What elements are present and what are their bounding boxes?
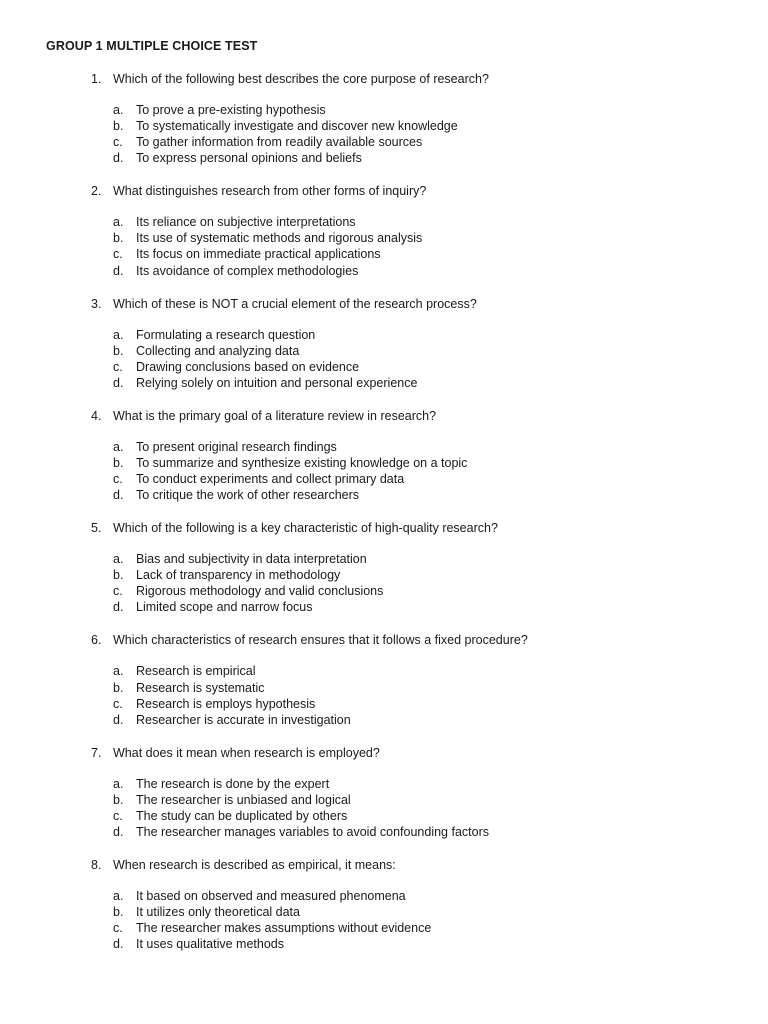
option-text: The researcher manages variables to avoid confounding factors bbox=[136, 825, 489, 840]
question-item bbox=[0, 631, 768, 743]
question-list bbox=[0, 70, 768, 968]
option-text: To express personal opinions and beliefs bbox=[136, 151, 362, 166]
option-text: Research is systematic bbox=[136, 680, 265, 695]
option-text: Drawing conclusions based on evidence bbox=[136, 359, 360, 374]
option-letter: b. bbox=[113, 905, 124, 920]
option-letter: d. bbox=[113, 375, 124, 390]
question-number: 5. bbox=[91, 521, 102, 536]
option-text: Formulating a research question bbox=[136, 327, 316, 342]
option-letter: c. bbox=[113, 921, 123, 936]
option-text: Collecting and analyzing data bbox=[136, 343, 300, 358]
option-letter: a. bbox=[113, 889, 124, 904]
option-letter: a. bbox=[113, 103, 124, 117]
option-text: Research is empirical bbox=[136, 664, 256, 679]
option-letter: c. bbox=[113, 472, 123, 487]
option-letter: b. bbox=[113, 231, 124, 246]
option-letter: b. bbox=[113, 792, 124, 807]
question-item bbox=[0, 295, 768, 407]
option-letter: c. bbox=[113, 359, 123, 374]
option-text: To gather information from readily available sources bbox=[136, 135, 423, 150]
option-letter: a. bbox=[113, 439, 124, 454]
option-letter: d. bbox=[113, 937, 124, 952]
option-text: Its avoidance of complex methodologies bbox=[136, 263, 359, 278]
option-letter: b. bbox=[113, 680, 124, 695]
option-text: To present original research findings bbox=[136, 439, 337, 454]
option-letter: d. bbox=[113, 151, 124, 166]
option-letter: d. bbox=[113, 488, 124, 503]
question-number: 7. bbox=[91, 745, 102, 760]
option-text: To critique the work of other researchers bbox=[136, 488, 360, 503]
option-text: The researcher is unbiased and logical bbox=[136, 792, 351, 807]
option-text: To summarize and synthesize existing knowledge on a topic bbox=[136, 455, 468, 470]
option-text: It based on observed and measured phenomena bbox=[136, 889, 406, 904]
question-number: 4. bbox=[91, 408, 102, 423]
option-letter: d. bbox=[113, 825, 124, 840]
option-letter: c. bbox=[113, 135, 123, 150]
question-item bbox=[0, 407, 768, 519]
option-letter: a. bbox=[113, 776, 124, 791]
option-letter: d. bbox=[113, 712, 124, 727]
question-item bbox=[0, 182, 768, 294]
option-letter: b. bbox=[113, 568, 124, 583]
question-number: 8. bbox=[91, 858, 102, 873]
option-letter: b. bbox=[113, 343, 124, 358]
question-number: 6. bbox=[91, 633, 102, 648]
option-letter: c. bbox=[113, 247, 123, 262]
option-text: It uses qualitative methods bbox=[136, 937, 284, 952]
option-text: The research is done by the expert bbox=[136, 776, 330, 791]
option-text: To systematically investigate and discover new knowledge bbox=[136, 119, 458, 134]
question-text: Which of the following is a key characteristic of high-quality research? bbox=[113, 521, 498, 536]
option-letter: c. bbox=[113, 696, 123, 711]
option-letter: c. bbox=[113, 584, 123, 599]
option-letter: a. bbox=[113, 327, 124, 342]
option-letter: d. bbox=[113, 600, 124, 615]
option-text: It utilizes only theoretical data bbox=[136, 905, 300, 920]
option-letter: a. bbox=[113, 552, 124, 567]
option-letter: c. bbox=[113, 808, 123, 823]
option-letter: a. bbox=[113, 215, 124, 230]
question-text: What distinguishes research from other forms of inquiry? bbox=[113, 184, 427, 199]
option-text: To conduct experiments and collect primary data bbox=[136, 472, 405, 487]
option-text: Limited scope and narrow focus bbox=[136, 600, 313, 615]
option-text: To prove a pre-existing hypothesis bbox=[136, 103, 326, 117]
question-item bbox=[0, 856, 768, 968]
option-text: Lack of transparency in methodology bbox=[136, 568, 341, 583]
question-text: Which of the following best describes the core purpose of research? bbox=[113, 72, 489, 86]
option-text: The researcher makes assumptions without evidence bbox=[136, 921, 432, 936]
question-number: 2. bbox=[91, 184, 102, 199]
option-letter: a. bbox=[113, 664, 124, 679]
question-item bbox=[0, 519, 768, 631]
option-text: Researcher is accurate in investigation bbox=[136, 712, 351, 727]
option-text: Research is employs hypothesis bbox=[136, 696, 316, 711]
option-text: Its reliance on subjective interpretations bbox=[136, 215, 356, 230]
option-text: Rigorous methodology and valid conclusions bbox=[136, 584, 384, 599]
option-text: Its focus on immediate practical applications bbox=[136, 247, 381, 262]
question-text: What does it mean when research is employed? bbox=[113, 745, 380, 760]
question-text: Which characteristics of research ensures that it follows a fixed procedure? bbox=[113, 633, 528, 648]
option-text: Its use of systematic methods and rigorous analysis bbox=[136, 231, 423, 246]
option-text: Relying solely on intuition and personal experience bbox=[136, 375, 418, 390]
page-title: GROUP 1 MULTIPLE CHOICE TEST bbox=[46, 39, 258, 53]
question-text: What is the primary goal of a literature review in research? bbox=[113, 408, 437, 423]
question-text: When research is described as empirical, it means: bbox=[113, 858, 396, 873]
question-number: 3. bbox=[91, 296, 102, 311]
question-item bbox=[0, 744, 768, 856]
question-text: Which of these is NOT a crucial element of the research process? bbox=[113, 296, 477, 311]
option-text: The study can be duplicated by others bbox=[136, 808, 348, 823]
option-letter: d. bbox=[113, 263, 124, 278]
option-letter: b. bbox=[113, 455, 124, 470]
question-item bbox=[0, 70, 768, 182]
question-number: 1. bbox=[91, 72, 102, 86]
option-letter: b. bbox=[113, 119, 124, 134]
option-text: Bias and subjectivity in data interpretation bbox=[136, 552, 367, 567]
